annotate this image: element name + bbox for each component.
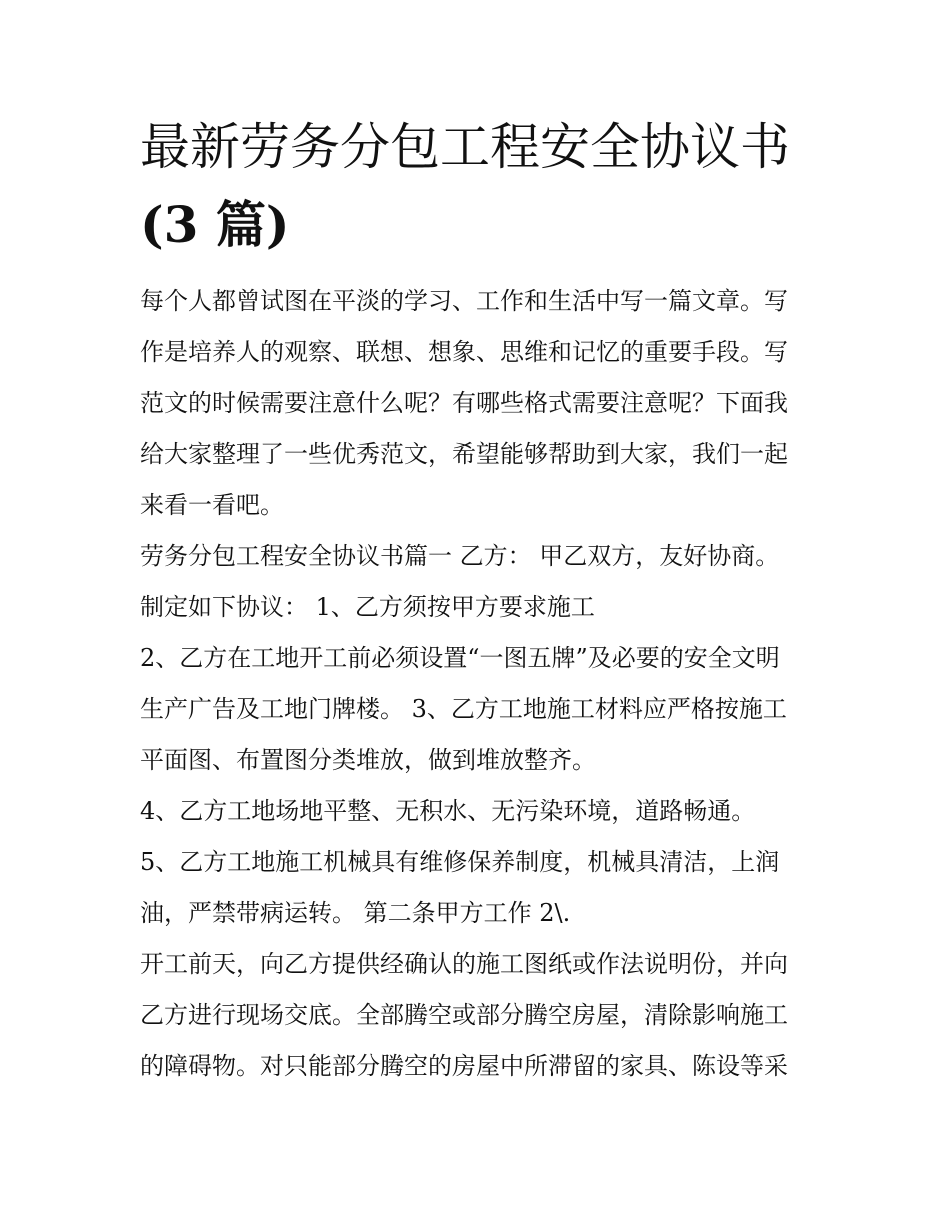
body-line: 4、乙方工地场地平整、无积水、无污染环境，道路畅通。 — [140, 797, 756, 825]
body-line: 开工前天，向乙方提供经确认的施工图纸或作法说明份，并向 — [140, 950, 788, 978]
body-line: 作是培养人的观察、联想、想象、思维和记忆的重要手段。写 — [140, 338, 788, 366]
body-line: 5、乙方工地施工机械具有维修保养制度，机械具清洁，上润 — [140, 848, 780, 876]
body-line: 2、乙方在工地开工前必须设置“一图五牌”及必要的安全文明 — [140, 644, 780, 672]
document-body — [140, 276, 820, 1092]
body-line: 给大家整理了一些优秀范文，希望能够帮助到大家，我们一起 — [140, 440, 788, 468]
document-title — [140, 108, 820, 264]
body-line: 乙方进行现场交底。全部腾空或部分腾空房屋，清除影响施工 — [140, 1001, 788, 1029]
body-line: 平面图、布置图分类堆放，做到堆放整齐。 — [140, 746, 596, 774]
body-line: 劳务分包工程安全协议书篇一 乙方： 甲乙双方，友好协商。 — [140, 542, 780, 570]
title-line-1: 最新劳务分包工程安全协议书 — [140, 118, 790, 176]
title-line-2: (3 篇) — [140, 195, 290, 254]
body-line: 制定如下协议： 1、乙方须按甲方要求施工 — [140, 593, 595, 621]
body-line: 油，严禁带病运转。 第二条甲方工作 2\. — [140, 899, 571, 927]
body-line: 范文的时候需要注意什么呢？有哪些格式需要注意呢？下面我 — [140, 389, 788, 417]
body-line: 来看一看吧。 — [140, 491, 284, 519]
body-line: 每个人都曾试图在平淡的学习、工作和生活中写一篇文章。写 — [140, 287, 788, 315]
body-line: 生产广告及工地门牌楼。 3、乙方工地施工材料应严格按施工 — [140, 695, 787, 723]
body-line: 的障碍物。对只能部分腾空的房屋中所滞留的家具、陈设等采 — [140, 1052, 788, 1080]
